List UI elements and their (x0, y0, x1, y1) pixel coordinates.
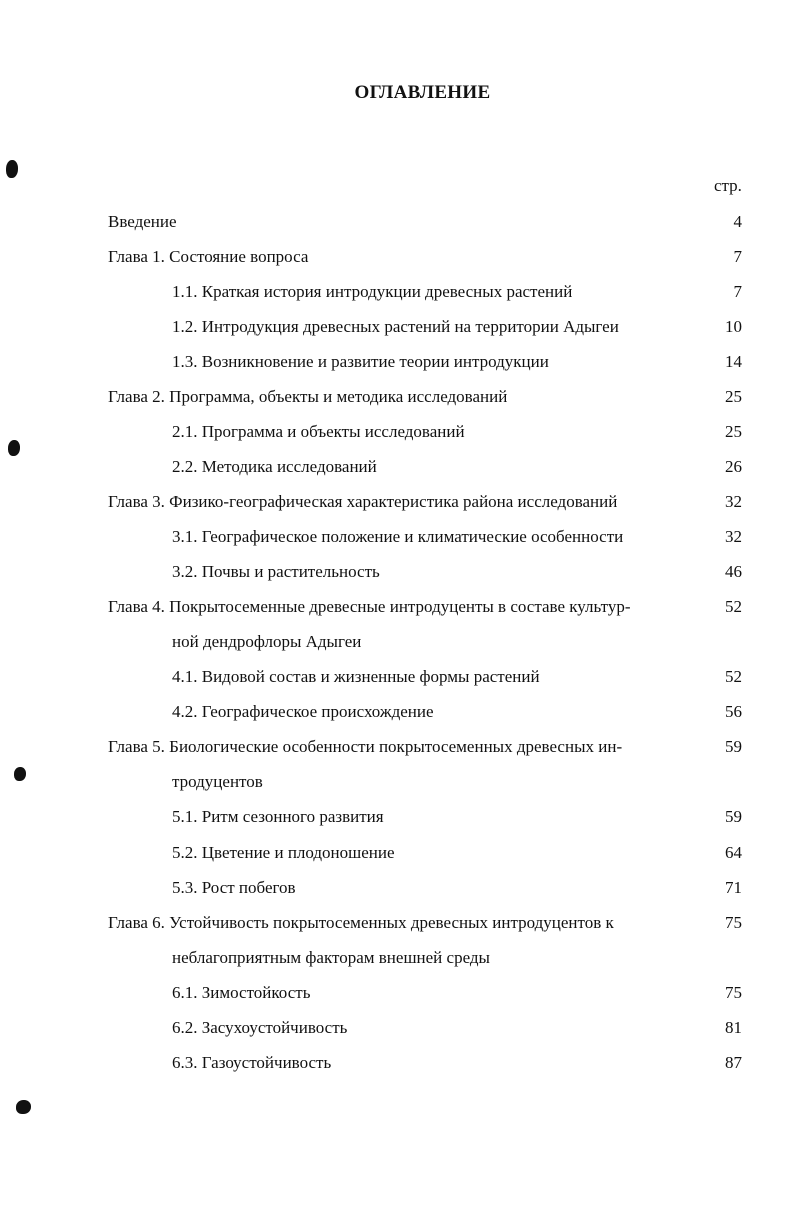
toc-entry-page: 56 (725, 702, 742, 721)
toc-entry-page: 87 (725, 1053, 742, 1072)
toc-entry (0, 280, 797, 304)
toc-entry (0, 385, 797, 409)
toc-entry-continuation (0, 946, 797, 970)
toc-entry-title: 6.3. Газоустойчивость (172, 1053, 332, 1072)
toc-entry (0, 350, 797, 374)
toc-entry-continuation (0, 770, 797, 794)
toc-entry (0, 1016, 797, 1040)
toc-entry-page: 7 (733, 282, 742, 301)
toc-entry (0, 420, 797, 444)
toc-entry-title: 5.2. Цветение и плодоношение (172, 843, 395, 862)
toc-entry-page: 75 (725, 913, 742, 932)
toc-entry-title: 4.2. Географическое происхождение (172, 702, 434, 721)
toc-entry-title: 1.2. Интродукция древесных растений на территории Адыгеи (172, 317, 619, 336)
toc-entry (0, 560, 797, 584)
toc-entry-title: Глава 5. Биологические особенности покрытосеменных древесных ин- (108, 737, 623, 756)
toc-entry-title: 6.2. Засухоустойчивость (172, 1018, 348, 1037)
toc-entry-title: Глава 1. Состояние вопроса (108, 247, 309, 266)
toc-entry-title: 2.2. Методика исследований (172, 457, 377, 476)
toc-entry-title: Глава 4. Покрытосеменные древесные интродуценты в составе культур- (108, 597, 631, 616)
toc-entry-page: 32 (725, 527, 742, 546)
toc-entry-page: 75 (725, 983, 742, 1002)
toc-entry-page: 14 (725, 352, 742, 371)
toc-entry-title: 6.1. Зимостойкость (172, 983, 311, 1002)
toc-entry-page: 25 (725, 422, 742, 441)
toc-entry (0, 805, 797, 829)
toc-entry-page: 10 (725, 317, 742, 336)
toc-entry-title: 1.1. Краткая история интродукции древесных растений (172, 282, 573, 301)
toc-entry (0, 315, 797, 339)
toc-entry-continuation (0, 630, 797, 654)
toc-entry-page: 59 (725, 807, 742, 826)
toc-entry-page: 52 (725, 667, 742, 686)
toc-entry-title: 4.1. Видовой состав и жизненные формы растений (172, 667, 540, 686)
toc-entry-page: 7 (733, 247, 742, 266)
toc-entry (0, 490, 797, 514)
scan-hole-mark (16, 1100, 31, 1114)
toc-entry-title: неблагоприятным факторам внешней среды (172, 948, 490, 967)
toc-entry (0, 700, 797, 724)
toc-entry-title: Глава 3. Физико-географическая характеристика района исследований (108, 492, 618, 511)
toc-entry (0, 1051, 797, 1075)
toc-entry-title: 3.2. Почвы и растительность (172, 562, 380, 581)
toc-entry-page: 64 (725, 843, 742, 862)
toc-entry-title: 1.3. Возникновение и развитие теории интродукции (172, 352, 549, 371)
toc-entry-page: 81 (725, 1018, 742, 1037)
toc-entry (0, 595, 797, 619)
toc-entry-title: 3.1. Географическое положение и климатические особенности (172, 527, 624, 546)
toc-entry-title: тродуцентов (172, 772, 263, 791)
toc-entry-page: 46 (725, 562, 742, 581)
toc-entry (0, 981, 797, 1005)
toc-entry (0, 210, 797, 234)
toc-entry-page: 25 (725, 387, 742, 406)
toc-entry-page: 59 (725, 737, 742, 756)
toc-entry-title: Глава 2. Программа, объекты и методика исследований (108, 387, 508, 406)
toc-entry (0, 876, 797, 900)
toc-entry (0, 665, 797, 689)
toc-entry-title: 5.3. Рост побегов (172, 878, 296, 897)
toc-entry-page: 26 (725, 457, 742, 476)
toc-entry-page: 71 (725, 878, 742, 897)
page-title: ОГЛАВЛЕНИЕ (354, 82, 491, 103)
toc-entry-title: Введение (108, 212, 177, 231)
toc-entry-title: 2.1. Программа и объекты исследований (172, 422, 465, 441)
toc-entry (0, 525, 797, 549)
toc-entry (0, 245, 797, 269)
toc-entry-title: ной дендрофлоры Адыгеи (172, 632, 362, 651)
toc-entry (0, 735, 797, 759)
toc-entry-title: Глава 6. Устойчивость покрытосеменных древесных интродуцентов к (108, 913, 614, 932)
toc-entry (0, 911, 797, 935)
toc-entry-title: 5.1. Ритм сезонного развития (172, 807, 384, 826)
page-column-header: стр. (714, 176, 742, 195)
toc-entry-page: 4 (733, 212, 742, 231)
toc-entry-page: 52 (725, 597, 742, 616)
scan-hole-mark (6, 160, 18, 178)
toc-entry-page: 32 (725, 492, 742, 511)
toc-entry (0, 455, 797, 479)
toc-entry (0, 841, 797, 865)
